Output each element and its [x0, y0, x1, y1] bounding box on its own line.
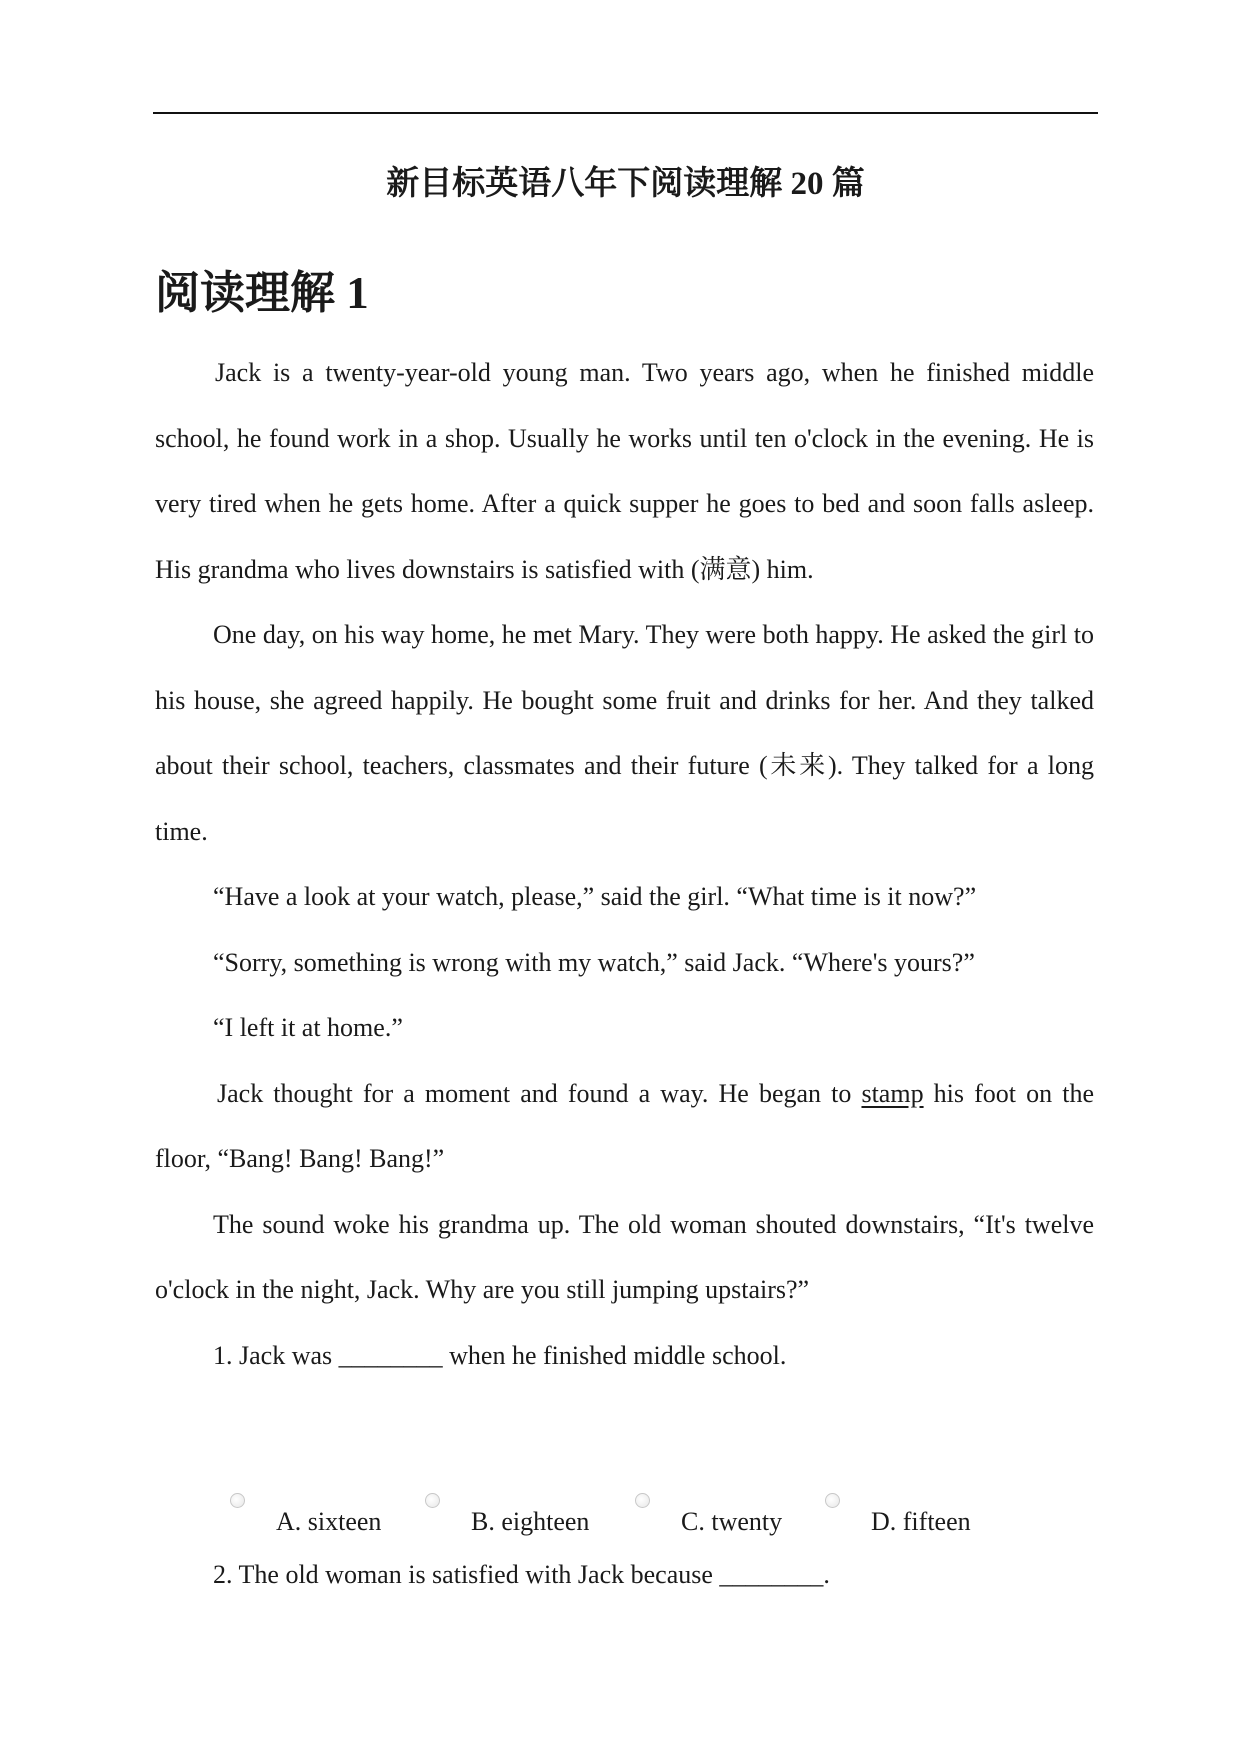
paragraph-4: “Sorry, something is wrong with my watch,” said Jack. “Where's yours?” — [213, 947, 975, 977]
radio-icon[interactable] — [230, 1493, 245, 1508]
radio-icon[interactable] — [635, 1493, 650, 1508]
section-heading: 阅读理解 1 — [155, 268, 369, 318]
paragraph-1: Jack is a twenty-year-old young man. Two years ago, when he finished middle school, he found work in a shop. Usually he works until ten o'clock in the evening. He is very tired when he gets home. After a quick supper he goes to bed and soon falls asleep. His grandma who lives downstairs is satisfied with (满意) him. — [155, 358, 1094, 584]
passage — [155, 340, 1094, 1388]
paragraph-6-start: Jack thought for a moment and found a way. He began to — [217, 1078, 862, 1108]
option-label: B. eighteen — [471, 1507, 590, 1536]
question-2-block — [155, 1542, 1094, 1608]
option-label: D. fifteen — [871, 1507, 971, 1536]
question-2: 2. The old woman is satisfied with Jack because ________. — [213, 1560, 830, 1589]
option-label: A. sixteen — [276, 1507, 382, 1536]
paragraph-5: “I left it at home.” — [213, 1013, 403, 1042]
underlined-word: stamp — [861, 1078, 924, 1108]
option-label: C. twenty — [681, 1507, 783, 1536]
header-rule — [153, 112, 1098, 114]
paragraph-2: One day, on his way home, he met Mary. They were both happy. He asked the girl to his house, she agreed happily. He bought some fruit and drinks for her. And they talked about their school, teachers, classmates and their future (未来). They talked for a long time. — [155, 620, 1094, 846]
paragraph-7: The sound woke his grandma up. The old woman shouted downstairs, “It's twelve o'clock in the night, Jack. Why are you still jumping upstairs?” — [155, 1209, 1094, 1304]
question-1: 1. Jack was ________ when he finished middle school. — [213, 1340, 787, 1370]
radio-icon[interactable] — [425, 1493, 440, 1508]
question-1-options — [230, 1490, 1050, 1534]
paragraph-6-end: his foot on the floor, “Bang! Bang! Bang!” — [155, 1078, 1094, 1173]
paragraph-6 — [155, 1061, 1094, 1192]
paragraph-3: “Have a look at your watch, please,” said the girl. “What time is it now?” — [213, 882, 977, 911]
radio-icon[interactable] — [825, 1493, 840, 1508]
document-title: 新目标英语八年下阅读理解 20 篇 — [386, 166, 865, 202]
